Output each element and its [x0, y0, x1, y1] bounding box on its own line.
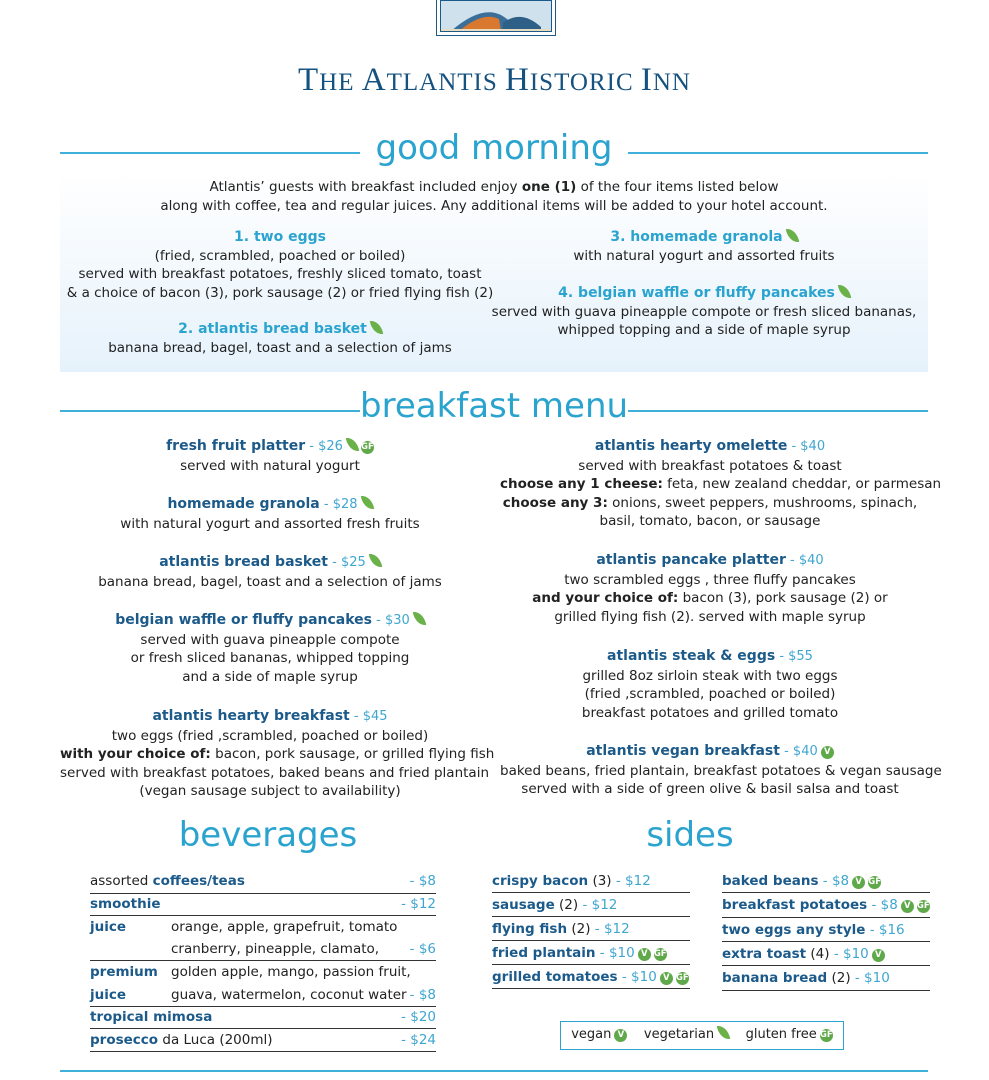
vegan-icon: V	[901, 900, 914, 913]
good-morning-intro: Atlantis’ guests with breakfast included enjoy one (1) of the four items listed below along with coffee, tea and regular juices. Any additional items will be added to your hotel account.	[160, 179, 828, 214]
divider-line	[60, 410, 360, 412]
row-divider	[722, 892, 930, 893]
included-item-1: 1. two eggs (fried, scrambled, poached or boiled) served with breakfast potatoes, freshly sliced tomato, toast & a choice of bacon (3), pork sausage (2) or fried flying fish (2)	[66, 229, 494, 301]
side-item: flying fish (2) - $12	[492, 921, 630, 937]
divider-line	[60, 152, 360, 154]
menu-item-fresh-fruit-platter: fresh fruit platter - $26 GF served with natural yogurt	[166, 438, 374, 474]
row-divider	[722, 965, 930, 966]
good-morning-heading: good morning	[375, 128, 613, 168]
vegan-icon: V	[638, 948, 651, 961]
vegan-icon: V	[660, 972, 673, 985]
side-item: fried plantain - $10 V GF	[492, 945, 667, 961]
menu-item-hearty-omelette: atlantis hearty omelette - $40 served with breakfast potatoes & toast choose any 1 cheese: feta, new zealand cheddar, or parmesan choose any 3: onions, sweet peppers, mushrooms, spinach, basil, tomato, bacon, or sausage	[500, 438, 942, 529]
inn-logo	[436, 0, 556, 36]
row-divider	[722, 917, 930, 918]
menu-item-steak-eggs: atlantis steak & eggs - $55 grilled 8oz sirloin steak with two eggs (fried ,scrambled, poached or boiled) breakfast potatoes and grilled tomato	[581, 648, 839, 721]
gluten-free-icon: GF	[916, 901, 930, 911]
logo-illustration	[441, 1, 552, 32]
vegetarian-leaf-icon	[369, 552, 382, 569]
breakfast-menu-heading: breakfast menu	[360, 386, 629, 426]
vegetarian-leaf-icon	[360, 494, 373, 511]
beverage-row: assorted coffees/teas - $8	[90, 873, 436, 889]
beverage-row: smoothie - $12	[90, 896, 436, 912]
gluten-free-icon: GF	[819, 1030, 833, 1040]
row-divider	[90, 1051, 436, 1052]
vegetarian-leaf-icon	[717, 1024, 730, 1041]
side-item: breakfast potatoes - $8 V GF	[722, 897, 930, 913]
beverage-row: prosecco da Luca (200ml) - $24	[90, 1032, 436, 1048]
menu-item-bread-basket: atlantis bread basket - $25 banana bread, bagel, toast and a selection of jams	[98, 554, 442, 590]
included-item-3: 3. homemade granola with natural yogurt and assorted fruits	[573, 229, 835, 264]
side-item: two eggs any style - $16	[722, 922, 905, 938]
gluten-free-icon: GF	[653, 949, 667, 959]
gluten-free-icon: GF	[675, 973, 689, 983]
vegetarian-leaf-icon	[785, 227, 798, 244]
side-item: grilled tomatoes - $10 V GF	[492, 969, 689, 985]
beverage-row: cranberry, pineapple, clamato, - $6	[171, 941, 436, 957]
side-item: banana bread (2) - $10	[722, 970, 890, 986]
beverages-heading: beverages	[178, 815, 358, 855]
sides-heading: sides	[646, 815, 734, 855]
dietary-legend: vegan V vegetarian gluten free GF	[560, 1021, 844, 1050]
gluten-free-icon: GF	[361, 442, 374, 452]
vegetarian-leaf-icon	[346, 436, 359, 453]
row-divider	[492, 916, 690, 917]
side-item: sausage (2) - $12	[492, 897, 618, 913]
menu-item-homemade-granola: homemade granola - $28 with natural yogurt and assorted fresh fruits	[120, 496, 420, 532]
side-item: crispy bacon (3) - $12	[492, 873, 651, 889]
vegetarian-leaf-icon	[838, 283, 851, 300]
menu-item-vegan-breakfast: atlantis vegan breakfast - $40 V baked beans, fried plantain, breakfast potatoes & vegan sausage served with a side of green olive & basil salsa and toast	[500, 743, 942, 797]
divider-line	[628, 410, 928, 412]
menu-item-pancake-platter: atlantis pancake platter - $40 two scrambled eggs , three fluffy pancakes and your choice of: bacon (3), pork sausage (2) or grilled flying fish (2). served with maple syrup	[532, 552, 888, 625]
row-divider	[492, 964, 690, 965]
vegan-icon: V	[852, 876, 865, 889]
vegan-icon: V	[872, 949, 885, 962]
footer-line	[60, 1070, 928, 1072]
vegan-icon: V	[821, 746, 834, 759]
vegetarian-leaf-icon	[413, 610, 426, 627]
beverage-row: juice orange, apple, grapefruit, tomato	[90, 919, 398, 935]
row-divider	[492, 988, 690, 989]
menu-item-hearty-breakfast: atlantis hearty breakfast - $45 two eggs (fried ,scrambled, poached or boiled) with your choice of: bacon, pork sausage, or grilled flying fish served with breakfast potatoes, baked beans and fried plantain (vegan sausage subject to availability)	[60, 708, 495, 799]
row-divider	[722, 941, 930, 942]
row-divider	[492, 892, 690, 893]
vegan-icon: V	[614, 1029, 627, 1042]
beverage-row: juice guava, watermelon, coconut water - $8	[90, 987, 436, 1003]
beverage-row: tropical mimosa - $20	[90, 1009, 436, 1025]
included-item-4: 4. belgian waffle or fluffy pancakes served with guava pineapple compote or fresh sliced bananas, whipped topping and a side of maple syrup	[491, 285, 917, 338]
side-item: baked beans - $8 V GF	[722, 873, 882, 889]
row-divider	[492, 940, 690, 941]
menu-item-belgian-waffle: belgian waffle or fluffy pancakes - $30 served with guava pineapple compote or fresh sliced bananas, whipped topping and a side of maple syrup	[60, 611, 480, 686]
included-item-2: 2. atlantis bread basket banana bread, bagel, toast and a selection of jams	[108, 321, 452, 356]
row-divider	[722, 990, 930, 991]
divider-line	[628, 152, 928, 154]
side-item: extra toast (4) - $10 V	[722, 943, 885, 966]
beverage-row: premium golden apple, mango, passion fruit,	[90, 964, 411, 980]
page-title: THE ATLANTIS HISTORIC INN	[298, 62, 691, 98]
vegetarian-leaf-icon	[370, 319, 383, 336]
gluten-free-icon: GF	[868, 877, 882, 887]
